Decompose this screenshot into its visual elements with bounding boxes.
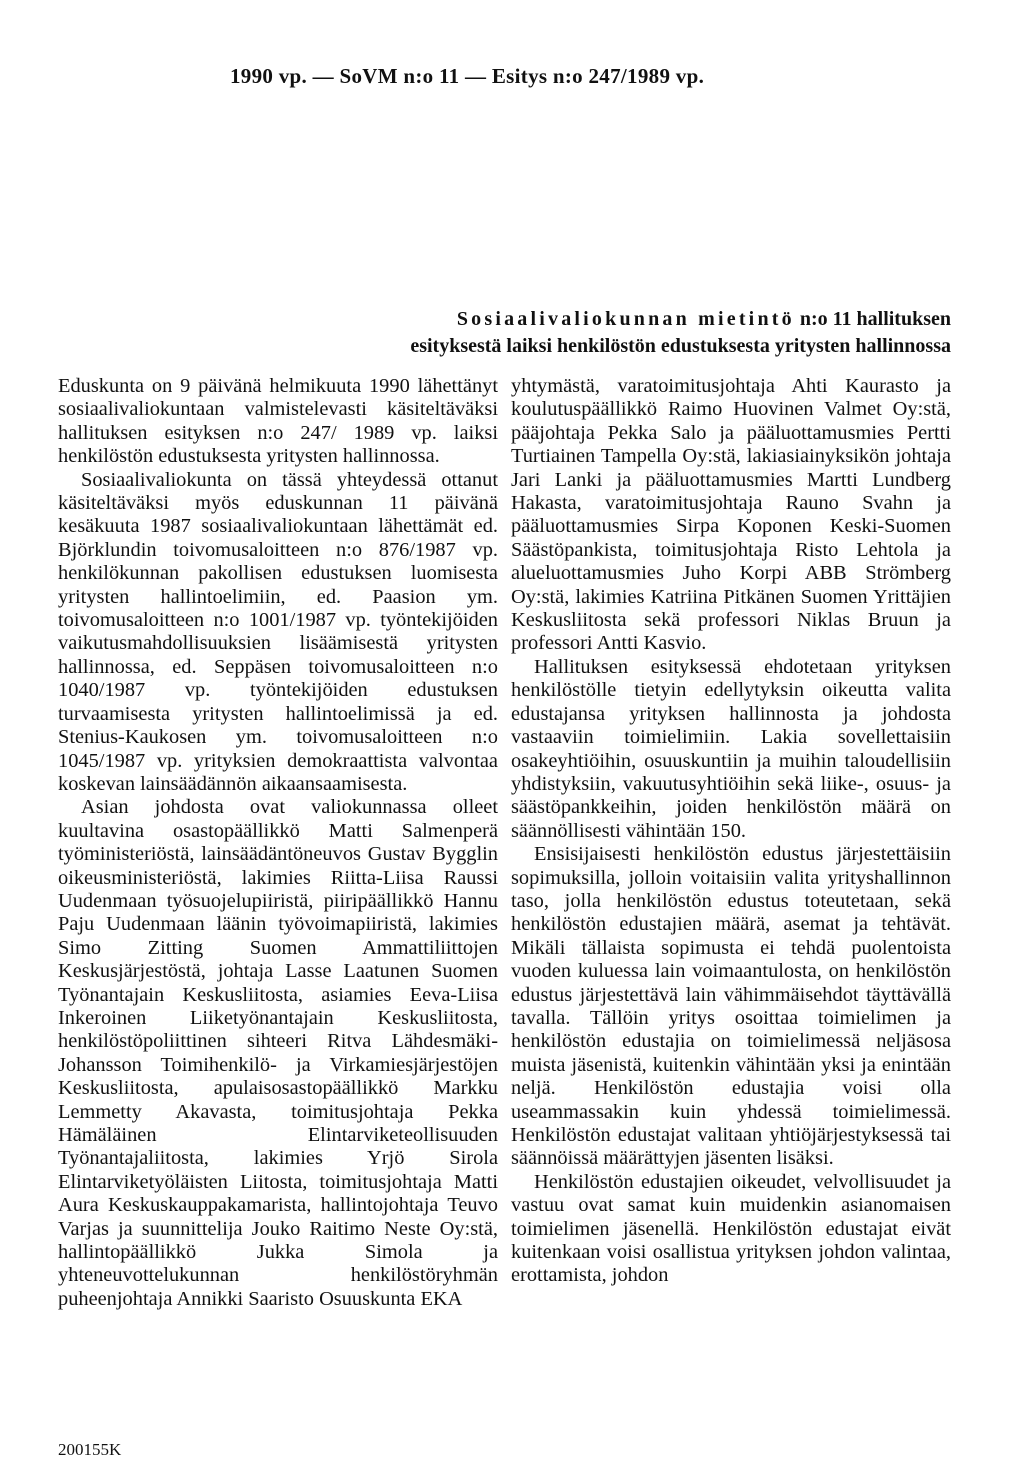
left-paragraph-3: Asian johdosta ovat valiokunnassa olleet kuultavina osastopäällikkö Matti Salmenperä työministeriöstä, lainsäädäntöneuvos Gustav Bygglin oikeusministeriöstä, lakimies Riitta-Liisa Raussi Uudenmaan työsuojelupiiristä, piiripäällikkö Hannu Paju Uudenmaan läänin työvoimapiiristä, lakimies Simo Zitting Suomen Ammattiliittojen Keskusjärjestöstä, johtaja Lasse Laatunen Suomen Työnantajain Keskusliitosta, asiamies Eeva-Liisa Inkeroinen Liiketyönantajain Keskusliitosta, henkilöstöpoliittinen sihteeri Ritva Lähdesmäki-Johansson Toimihenkilö- ja Virkamiesjärjestöjen Keskusliitosta, apulaisosastopäällikkö Markku Lemmetty Akavasta, toimitusjohtaja Pekka Hämäläinen Elintarviketeollisuuden Työnantajaliitosta, lakimies Yrjö Sirola Elintarviketyöläisten Liitosta, toimitusjohtaja Matti Aura Keskuskauppakamarista, hallintojohtaja Teuvo Varjas ja suunnittelija Jouko Raitimo Neste Oy:stä, hallintopäällikkö Jukka Simola ja yhteneuvottelukunnan henkilöstöryhmän puheenjohtaja Annikki Saaristo Osuuskunta EKA [58, 796, 498, 1310]
page-header: 1990 vp. — SoVM n:o 11 — Esitys n:o 247/1989 vp. [230, 64, 705, 88]
right-column [511, 375, 951, 1288]
title-spaced-part: Sosiaalivaliokunnan mietintö [456, 308, 795, 330]
title-line-2: esityksestä laiksi henkilöstön edustuksesta yritysten hallinnossa [410, 335, 951, 357]
page-footer-code: 200155K [58, 1440, 122, 1459]
right-paragraph-4: Henkilöstön edustajien oikeudet, velvollisuudet ja vastuu ovat samat kuin muidenkin asianomaisen toimielimen jäsenellä. Henkilöstön edustajat eivät kuitenkaan voisi osallistua yrityksen johdon valintaa, erottamista, johdon [511, 1170, 951, 1287]
right-paragraph-3: Ensisijaisesti henkilöstön edustus järjestettäisiin sopimuksilla, jolloin voitaisiin valita yrityshallinnon taso, jolla henkilöstön edustus toteutetaan, sekä henkilöstön edustajien määrä, asemat ja tehtävät. Mikäli tällaista sopimusta ei tehdä puolentoista vuoden kuluessa lain voimaantulosta, on henkilöstön edustus järjestettävä lain vähimmäisehdot täyttävällä tavalla. Tällöin yritys osoittaa toimielimen ja henkilöstön edustajia on toimielimessä neljäsosa muista jäsenistä, kuitenkin vähintään yksi ja enintään neljä. Henkilöstön edustajia voisi olla useammassakin kuin yhdessä toimielimessä. Henkilöstön edustajat valitaan yhtiöjärjestyksessä tai säännöissä määrättyjen jäsenten lisäksi. [511, 843, 951, 1170]
left-paragraph-1: Eduskunta on 9 päivänä helmikuuta 1990 lähettänyt sosiaalivaliokuntaan valmistelevasti käsiteltäväksi hallituksen esityksen n:o 247/ 1989 vp. laiksi henkilöstön edustuksesta yritysten hallinnossa. [58, 375, 498, 468]
right-paragraph-1: yhtymästä, varatoimitusjohtaja Ahti Kaurasto ja koulutuspäällikkö Raimo Huovinen Valmet Oy:stä, pääjohtaja Pekka Salo ja pääluottamusmies Pertti Turtiainen Tampella Oy:stä, lakiasiainyksikön johtaja Jari Lanki ja pääluottamusmies Martti Lundberg Hakasta, varatoimitusjohtaja Rauno Svahn ja pääluottamusmies Sirpa Koponen Keski-Suomen Säästöpankista, toimitusjohtaja Risto Lehtola ja alueluottamusmies Juho Korpi ABB Strömberg Oy:stä, lakimies Katriina Pitkänen Suomen Yrittäjien Keskusliitosta sekä professori Niklas Bruun ja professori Antti Kasvio. [511, 375, 951, 655]
document-title [58, 306, 951, 360]
title-line-1-rest: n:o 11 hallituksen [794, 308, 951, 330]
title-line-1 [58, 306, 951, 333]
right-paragraph-2: Hallituksen esityksessä ehdotetaan yrityksen henkilöstölle tietyin edellytyksin oikeutta valita edustajansa yrityksen hallinnosta ja johdosta vastaaviin toimielimiin. Lakia sovellettaisiin osakeyhtiöihin, osuuskuntiin ja muihin taloudellisiin yhdistyksiin, vakuutusyhtiöihin sekä liike-, osuus- ja säästöpankkeihin, joiden henkilöstön määrä on säännöllisesti vähintään 150. [511, 655, 951, 842]
left-paragraph-2: Sosiaalivaliokunta on tässä yhteydessä ottanut käsiteltäväksi myös eduskunnan 11 päivänä kesäkuuta 1987 sosiaalivaliokuntaan lähettämät ed. Björklundin toivomusaloitteen n:o 876/1987 vp. henkilökunnan pakollisen edustuksen luomisesta yritysten hallintoelimiin, ed. Paasion ym. toivomusaloitteen n:o 1001/1987 vp. työntekijöiden vaikutusmahdollisuuksien lisäämisestä yritysten hallinnossa, ed. Seppäsen toivomusaloitteen n:o 1040/1987 vp. työntekijöiden edustuksen turvaamisesta yritysten hallintoelimissä ja ed. Stenius-Kaukosen ym. toivomusaloitteen n:o 1045/1987 vp. yrityksien demokraattista valvontaa koskevan lainsäädännön aikaansaamisesta. [58, 468, 498, 795]
left-column [58, 375, 498, 1311]
